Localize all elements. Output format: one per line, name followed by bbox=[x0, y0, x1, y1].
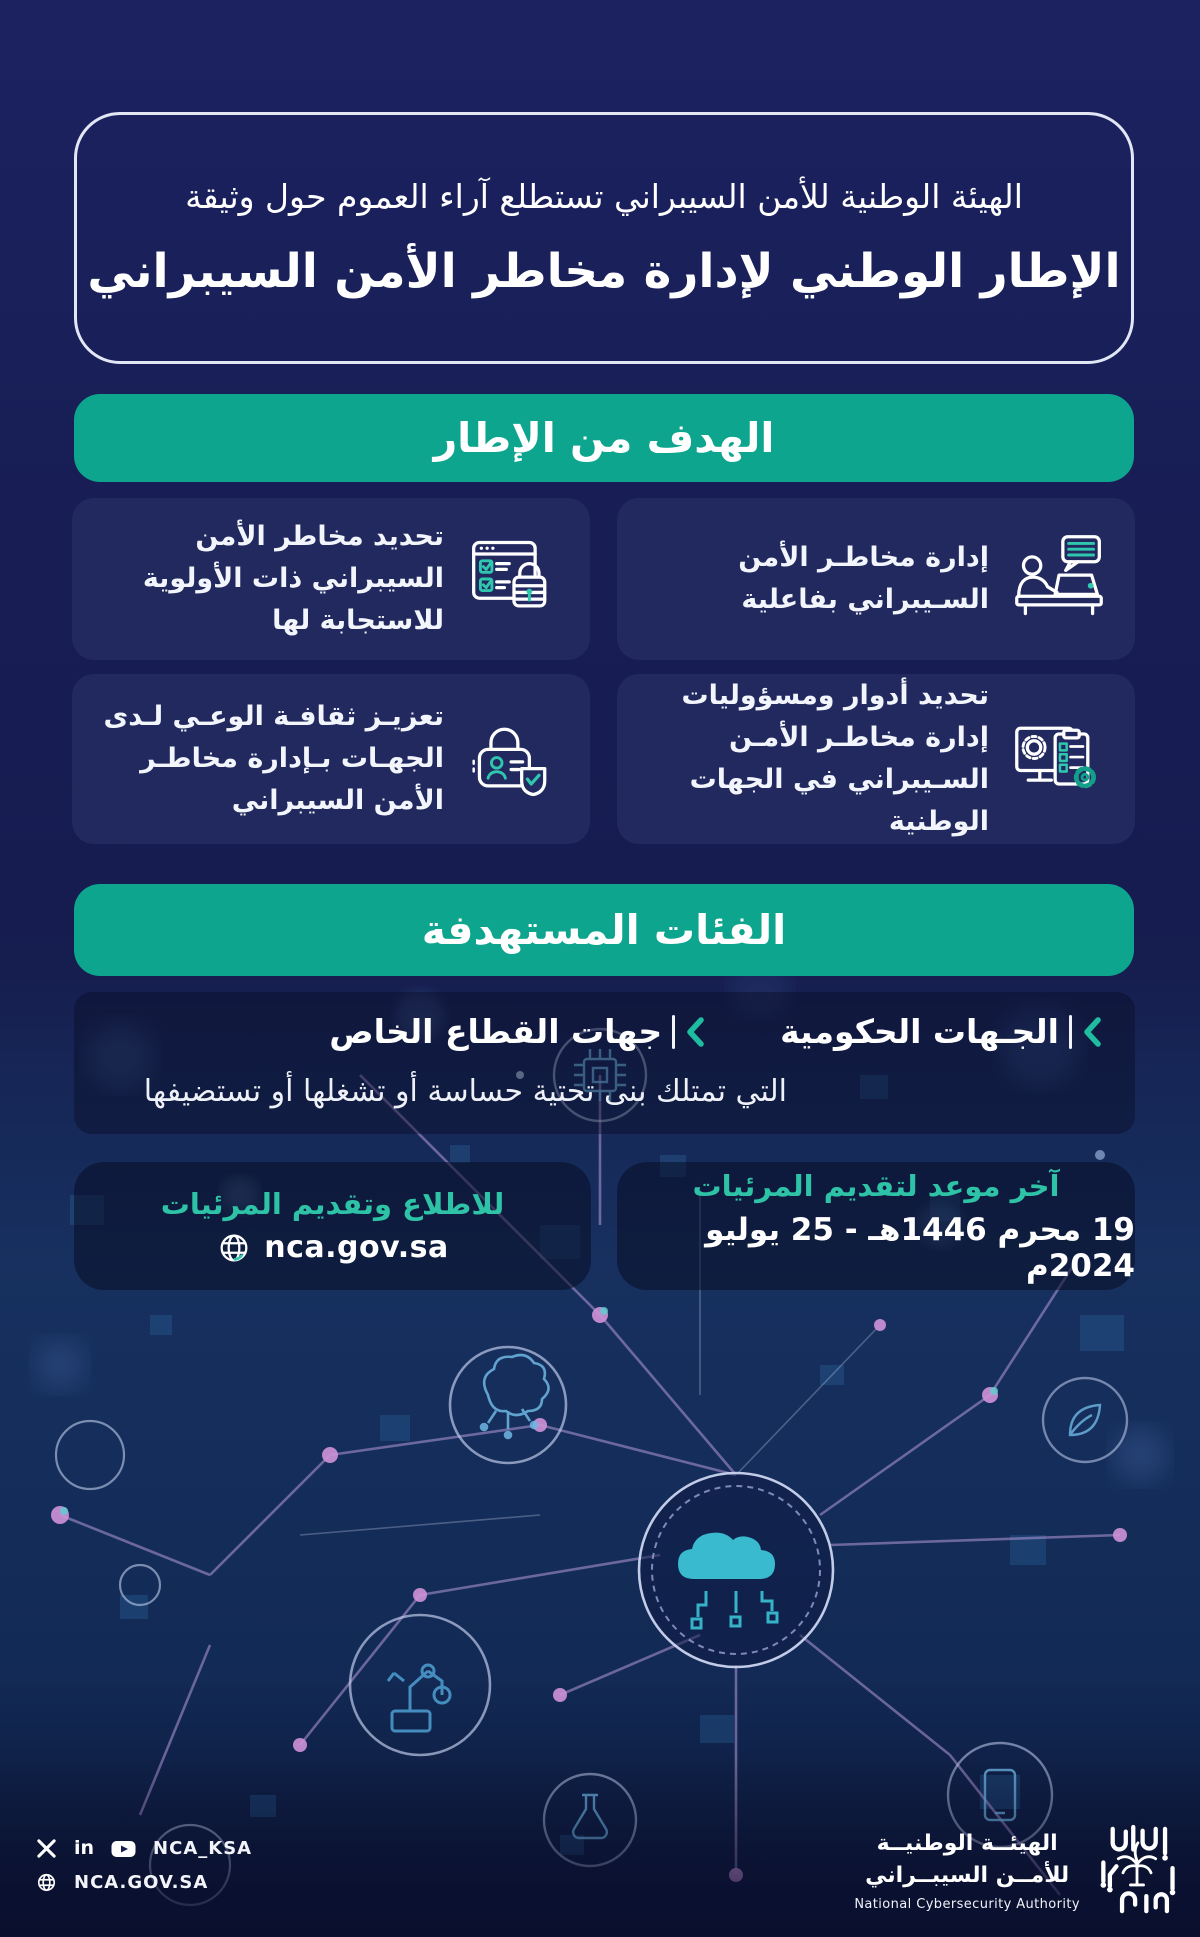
nca-logo-text bbox=[854, 1828, 1080, 1912]
deadline-title: آخر موعد لتقديم المرئيات bbox=[692, 1168, 1060, 1203]
checklist-lock-icon bbox=[464, 531, 564, 627]
youtube-icon[interactable] bbox=[111, 1838, 136, 1859]
x-icon[interactable] bbox=[36, 1838, 57, 1859]
objective-card-text: تحديد مخاطر الأمن السيبراني ذات الأولوية للاستجابة لها bbox=[142, 521, 444, 636]
objective-card-text: إدارة مخاطـر الأمن السـيبراني بفاعلية bbox=[738, 542, 989, 615]
objective-section-banner bbox=[74, 394, 1134, 482]
globe-icon bbox=[36, 1872, 57, 1893]
chevron-marker-icon bbox=[685, 1017, 704, 1047]
audience-item-private-sector bbox=[329, 1012, 704, 1051]
globe-icon bbox=[216, 1230, 252, 1266]
nca-emblem-icon bbox=[1094, 1822, 1180, 1918]
consultant-desk-icon bbox=[1009, 531, 1109, 627]
objective-card-manage-risks bbox=[617, 498, 1135, 660]
nca-logo bbox=[854, 1822, 1180, 1918]
objective-section-title: الهدف من الإطار bbox=[433, 414, 775, 462]
website-link[interactable]: nca.gov.sa bbox=[264, 1230, 449, 1265]
lock-user-shield-icon bbox=[464, 711, 564, 807]
page-title: الإطار الوطني لإدارة مخاطر الأمن السيبراني bbox=[87, 244, 1121, 299]
linkedin-icon[interactable]: in bbox=[74, 1837, 95, 1859]
objective-card-text: تحديد أدوار ومسؤوليات إدارة مخاطـر الأمـن السـيبراني في الجهات الوطنية bbox=[681, 680, 989, 837]
cloud-node bbox=[639, 1473, 833, 1667]
nca-logo-arabic-line1: الهيئــة الوطنيــة bbox=[876, 1831, 1058, 1857]
objective-card-roles-responsibilities bbox=[617, 674, 1135, 844]
nca-logo-english: National Cybersecurity Authority bbox=[854, 1896, 1080, 1912]
monitor-clipboard-gear-icon bbox=[1009, 711, 1109, 807]
chevron-marker-icon bbox=[1082, 1017, 1101, 1047]
objective-card-awareness-culture bbox=[72, 674, 590, 844]
audience-panel bbox=[74, 992, 1135, 1134]
divider-bar bbox=[1069, 1015, 1072, 1049]
nca-logo-arabic-line2: للأمــن السيبــراني bbox=[865, 1863, 1070, 1888]
audience-items-row bbox=[108, 1012, 1101, 1051]
audience-section-title: الفئات المستهدفة bbox=[421, 906, 787, 954]
audience-item-label: الجـهات الحكومية bbox=[780, 1012, 1059, 1051]
website-box-title: للاطلاع وتقديم المرئيات bbox=[160, 1186, 505, 1221]
audience-item-government bbox=[780, 1012, 1101, 1051]
objective-card-text: تعزيـز ثقافـة الوعـي لـدى الجهـات بـإدارة مخاطـر الأمن السيبراني bbox=[103, 701, 444, 816]
audience-section-banner bbox=[74, 884, 1134, 976]
deadline-value: 19 محرم 1446هـ - 25 يوليو 2024م bbox=[705, 1211, 1135, 1284]
deadline-box bbox=[617, 1162, 1135, 1290]
social-handle[interactable]: NCA_KSA bbox=[153, 1838, 253, 1859]
hero-subtitle: الهيئة الوطنية للأمن السيبراني تستطلع آراء العموم حول وثيقة bbox=[185, 177, 1023, 216]
hero-box bbox=[74, 112, 1134, 364]
footer-website-link[interactable]: NCA.GOV.SA bbox=[74, 1872, 209, 1893]
audience-note: التي تمتلك بنى تحتية حساسة أو تشغلها أو تستضيفها bbox=[143, 1074, 787, 1109]
objective-cards-grid bbox=[72, 498, 1135, 844]
audience-item-label: جهات القطاع الخاص bbox=[329, 1012, 663, 1051]
footer-social-block bbox=[36, 1838, 252, 1893]
objective-card-identify-risks bbox=[72, 498, 590, 660]
divider-bar bbox=[672, 1015, 675, 1049]
website-box bbox=[74, 1162, 591, 1290]
